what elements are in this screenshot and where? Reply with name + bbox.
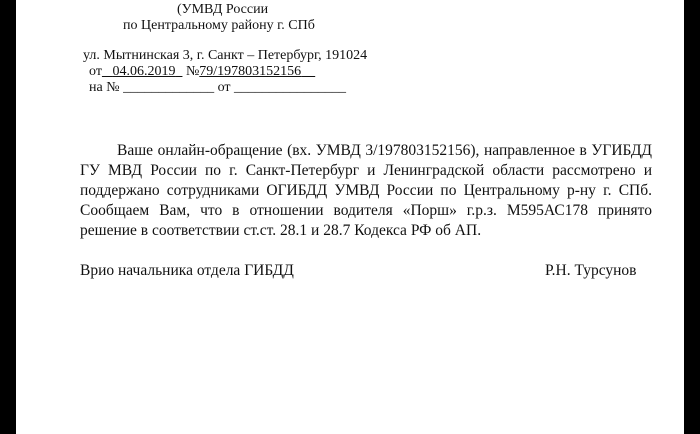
outgoing-ref-line xyxy=(89,64,315,80)
outgoing-number: 79/197803152156 xyxy=(199,64,302,79)
org-line-1: (УМВД России xyxy=(177,2,269,17)
letter-date: 04.06.2019 xyxy=(112,64,176,79)
letter-page xyxy=(16,0,684,434)
ref-number-blank: _____________ xyxy=(123,80,215,95)
ref-label: на № xyxy=(89,80,120,95)
address-line: ул. Мытнинская 3, г. Санкт – Петербург, 191024 xyxy=(83,48,368,63)
incoming-ref-line xyxy=(89,80,346,96)
signature-name: Р.Н. Турсунов xyxy=(545,262,637,279)
letter-body xyxy=(80,141,652,241)
signature-position: Врио начальника отдела ГИБДД xyxy=(80,262,294,279)
org-line-2: по Центральному району г. СПб xyxy=(123,18,315,33)
body-paragraph: Ваше онлайн-обращение (вх. УМВД 3/197803152156), направленное в УГИБДД ГУ МВД России по г. Санкт-Петербург и Ленинградской области рассмотрено и поддержано сотрудниками ОГИБДД УМВД России по Центральному р-ну г. СПб. Сообщаем Вам, что в отношении водителя «Порш» г.р.з. М595АС178 принято решение в соответствии ст.ст. 28.1 и 28.7 Кодекса РФ об АП. xyxy=(80,142,652,239)
ref-date-blank: ________________ xyxy=(234,80,347,95)
from-label: от xyxy=(89,64,102,79)
number-label: № xyxy=(185,64,200,79)
ref-from-label: от xyxy=(217,80,231,95)
